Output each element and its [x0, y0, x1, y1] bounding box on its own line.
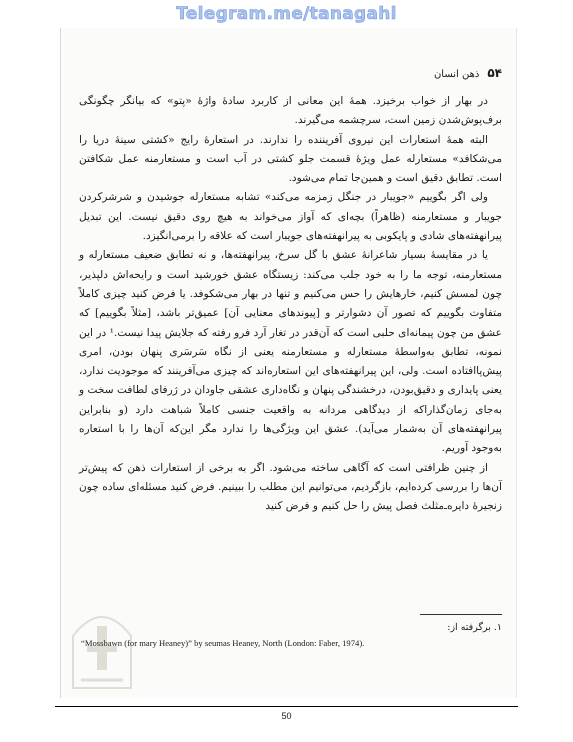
paragraph: یا در مقایسهٔ بسیار شاعرانهٔ عشق با گل سرخ، پیرانهفته‌ها، و نه تطابق ضعیف مستعارله و مستعارمنه، توجه ما را به خود جلب می‌کند: زیستگاه عشق خورشید است و رایحه‌اش دلپذیر، چون لمسش کنیم، خارهایش را حس می‌کنیم و تنها در بهار می‌شکوفد. یا فرض کنید چیزی کاملاً متفاوت بگوییم که تصور آن دشوارتر و [پیوندهای معنایی آن] عمیق‌تر باشد، [مثلاً بگوییم] که عشق من چون پیمانه‌ای حلبی است که آن‌قدر در تغار آرد فرو رفته که جلایش پیدا نیست.¹ در این نمونه، تطابق به‌واسطهٔ مستعارله و مستعارمنه یعنی از نگاه سَرسَری پنهان بودن، امری پیش‌پاافتاده است. ولی، این پیرانهفته‌های این استعاره‌اند که چیزی می‌آفرینند که موجودیت ندارد، یعنی پایداری و دقیق‌بودن، درخشندگی پنهان و نگاه‌داری عشقی جاودان در ژرفای لطافت سخت و به‌جای زمان‌گذاراکه از دیدگاهی مردانه به واقعیت جنسی کاملاً شباهت دارد (و بنابراین پیرانهفته‌های آن به‌شمار می‌آید). عشق این ویژگی‌ها را ندارد مگر این‌که آن‌ها را با استعاره به‌وجود آوریم. — [79, 249, 502, 455]
body-text — [79, 92, 502, 517]
running-header — [434, 66, 502, 80]
footnote-citation: “Mossbawn (for mary Heaney)” by seumas Heaney, North (London: Faber, 1974). — [81, 638, 365, 648]
paragraph: در بهار از خواب برخیزد. همهٔ این معانی از کاربرد سادهٔ واژهٔ «پتو» که بیانگر چگونگی برف‌پوش‌شدن زمین است، سرچشمه می‌گیرند. — [79, 95, 502, 127]
paragraph: از چنین ظرافتی است که آگاهی ساخته می‌شود. اگر به برخی از استعارات ذهن که پیش‌تر آن‌ها را بررسی کرده‌ایم، بازگردیم، می‌توانیم این مطلب را ببینیم. فرض کنید مسئله‌ای ساده چون زنجیرهٔ دایره‌ـ‌مثلث فصل پیش را حل کنیم و فرض کنید — [79, 461, 502, 513]
library-stamp-icon — [69, 596, 135, 692]
watermark-text: Telegram.me/tanagahi — [176, 4, 397, 24]
footnote-label: ۱. برگرفته از: — [447, 622, 502, 633]
page-divider — [55, 706, 518, 707]
page-number-footer: 50 — [281, 711, 292, 721]
book-page — [60, 28, 517, 698]
footnote-divider — [420, 614, 502, 615]
page-number-top: ۵۴ — [487, 66, 502, 80]
paragraph: ولی اگر بگوییم «جویبار در جنگل زمزمه می‌کند» تشابه مستعارله جوشیدن و شرشرکردن جویبار و مستعارمنه (ظاهراً) بچه‌ای که آواز می‌خواند به هیچ روی دقیق نیست. این تبدیل پیرانهفته‌های شادی و پایکوبی به پیرانهفته‌های جویبار است که علاقه را برمی‌انگیزد. — [79, 191, 502, 243]
header-title: ذهن انسان — [433, 69, 480, 80]
paragraph: البته همهٔ استعارات این نیروی آفریننده را ندارند. در استعارهٔ رایج «کشتی سینهٔ دریا را می‌شکافد» مستعارله عمل ویژهٔ قسمت جلو کشتی در آب است و مستعارمنه عمل شکافتن است. تطابق دقیق است و همین‌جا تمام می‌شود. — [79, 133, 502, 185]
